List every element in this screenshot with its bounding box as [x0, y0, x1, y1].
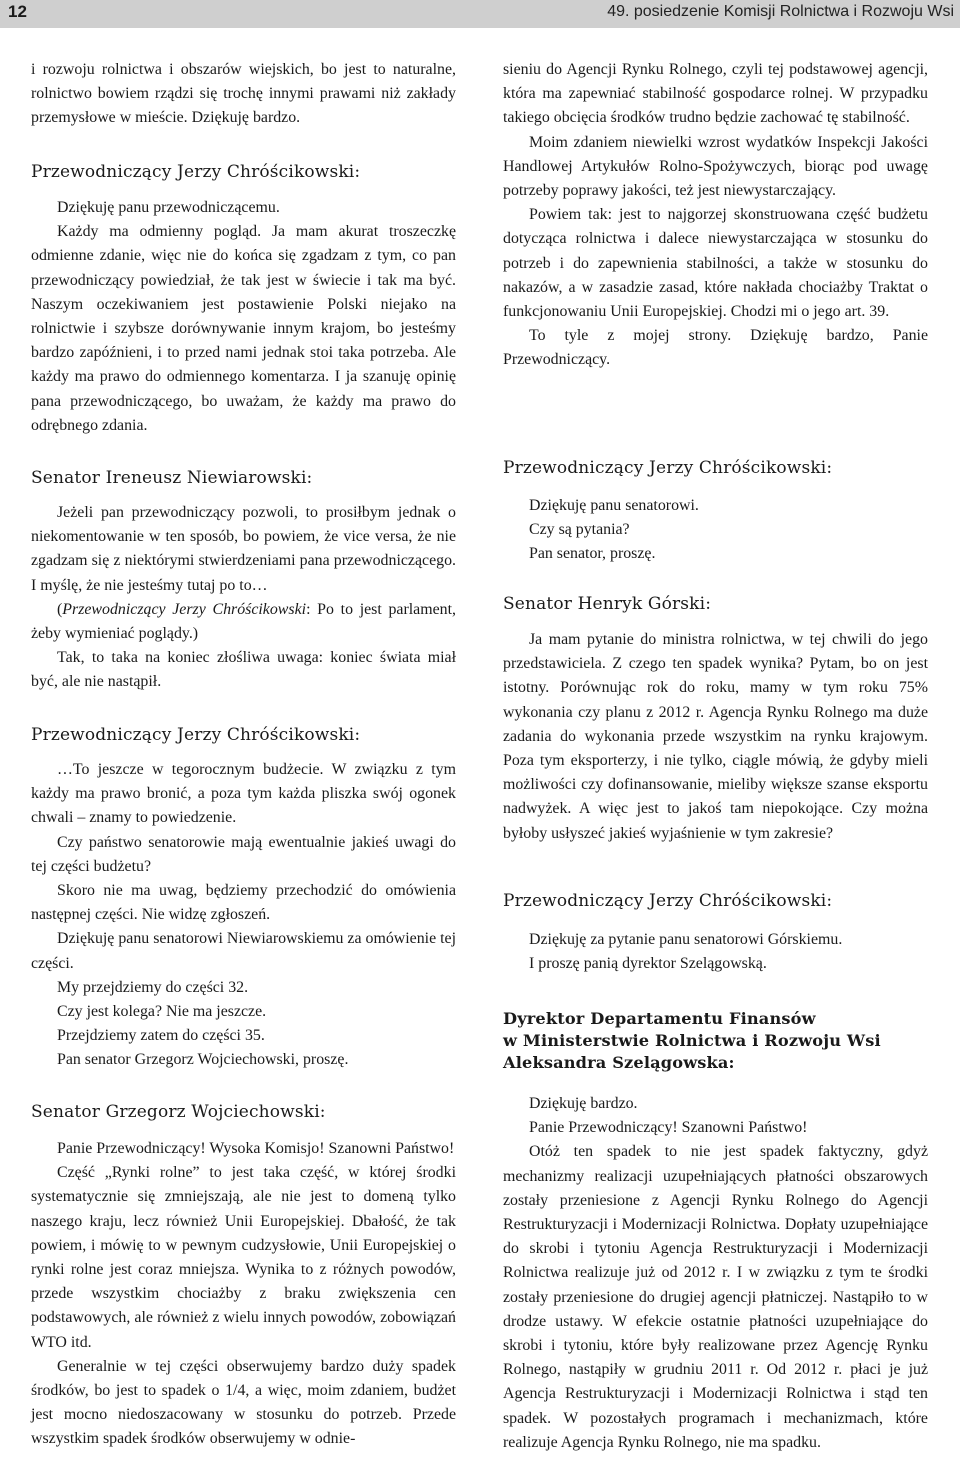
paragraph: Ja mam pytanie do ministra rolnictwa, w tej chwili do jego przedstawiciela. Z czego ten spadek wynika? Pytam, bo on jest istotny. Porównując rok do roku, mamy w tym roku 75% wykonania czy planu z 2012 r. Agencja Rynku Rolnego ma duże zadania do wykonania przede wszystkim na rynku krajowym. Poza tym eksporterzy, i nie tylko, ciągle mówią, że gdyby mieli możliwości czy dofinansowanie, mieliby większe szanse eksportu nadwyżek. A więc jest to jakoś tam niepokojące. Czy można byłoby usłyszeć jakieś wyjaśnienie w tym zakresie? — [503, 631, 928, 842]
paragraph: Skoro nie ma uwag, będziemy przechodzić do omówienia następnej części. Nie widzę zgłoszeń. — [31, 882, 456, 924]
paragraph: My przejdziemy do części 32. — [57, 978, 249, 996]
paragraph: Powiem tak: jest to najgorzej skonstruowana część budżetu dotycząca rolnictwa i dalece niewystarczająca w stosunku do potrzeb i do zapewnienia stabilności, a także w stosunku do nakazów, a w zasadzie zasad, które nakłada chociażby Traktat o funkcjonowaniu Unii Europejskiej. Chodzi mi o jego art. 39. — [503, 206, 928, 321]
speech-block — [31, 196, 456, 438]
speech-block — [503, 928, 928, 976]
paragraph: sieniu do Agencji Rynku Rolnego, czyli tej podstawowej agencji, która ma zapewniać stabilność gospodarce rolnej. W przypadku takiego obcięcia środków trudno będzie zachować tę stabilność. — [503, 61, 928, 127]
speaker-heading: Senator Ireneusz Niewiarowski: — [31, 468, 313, 488]
speaker-heading: Przewodniczący Jerzy Chróścikowski: — [503, 891, 833, 911]
paragraph: Generalnie w tej części obserwujemy bardzo duży spadek środków, bo jest to spadek o 1/4, a więc, moim zdaniem, budżet jest mocno niedoszacowany w stosunku do potrzeb. Przede wszystkim spadek środków obserwujemy w odnie- — [31, 1357, 456, 1448]
page-header — [0, 0, 960, 28]
speech-block — [503, 628, 928, 846]
running-title: 49. posiedzenie Komisji Rolnictwa i Rozwoju Wsi — [607, 3, 954, 20]
left-intro — [31, 58, 456, 131]
paragraph: i rozwoju rolnictwa i obszarów wiejskich, bo jest to naturalne, rolnictwo bowiem rządzi się trochę innymi prawami niż zakłady przemysłowe w mieście. Dziękuję bardzo. — [31, 61, 456, 127]
page-number: 12 — [8, 2, 27, 21]
speaker-heading: Przewodniczący Jerzy Chróścikowski: — [503, 458, 833, 478]
paragraph: Czy państwo senatorowie mają ewentualnie jakieś uwagi do tej części budżetu? — [31, 833, 456, 875]
paragraph: Dziękuję panu senatorowi Niewiarowskiemu za omówienie tej części. — [31, 930, 456, 972]
paragraph: To tyle z mojej strony. Dziękuję bardzo, Panie Przewodniczący. — [503, 327, 928, 369]
speaker-line: Dyrektor Departamentu Finansów — [503, 1009, 816, 1028]
speaker-heading: Senator Grzegorz Wojciechowski: — [31, 1102, 326, 1122]
paragraph: Każdy ma odmienny pogląd. Ja mam akurat troszeczkę odmienne zdanie, więc nie do końca się zgadzam z tym, co pan przewodniczący powiedział, że tak jest w świecie i tak ma być. Naszym oczekiwaniem jest postawienie Polski niejako na rolnictwie i szybsze dorównywanie innym krajom, bo jesteśmy bardzo zapóźnieni, i to przed nami jednak stoi taka potrzeba. Ale każdy ma prawo do odmiennego komentarza. I ja szanuję opinię pana przewodniczącego, bo uważam, że każdy ma prawo do odrębnego zdania. — [31, 223, 456, 434]
paragraph: Tak, to taka na koniec złośliwa uwaga: koniec świata miał być, ale nie nastąpił. — [31, 649, 456, 691]
paragraph: Moim zdaniem niewielki wzrost wydatków Inspekcji Jakości Handlowej Artykułów Rolno-Spożywczych, biorąc pod uwagę potrzeby poprawy jakości, też jest niewystarczający. — [503, 133, 928, 200]
paragraph: I proszę panią dyrektor Szelągowską. — [529, 955, 767, 973]
speaker-line: Aleksandra Szelągowska: — [503, 1053, 735, 1072]
paragraph: Panie Przewodniczący! Wysoka Komisjo! Szanowni Państwo! — [57, 1140, 455, 1157]
speaker-heading: Przewodniczący Jerzy Chróścikowski: — [31, 162, 361, 182]
paragraph: Jeżeli pan przewodniczący pozwoli, to prosiłbym jednak o niekomentowanie w ten sposób, bo powiem, że vice versa, że nie zgadzam się z niektórymi stwierdzeniami pana przewodniczącego. I myślę, że nie jesteśmy tutaj po to… — [31, 504, 456, 594]
speech-block — [31, 501, 456, 695]
paragraph: Dziękuję panu przewodniczącemu. — [57, 199, 280, 216]
paragraph: Czy są pytania? — [529, 521, 630, 539]
paragraph: …To jeszcze w tegorocznym budżecie. W związku z tym każdy ma prawo bronić, a poza tym każda pliszka swój ogonek chwali – znamy to powiedzenie. — [31, 761, 456, 827]
paragraph: Część „Rynki rolne” to jest taka część, w której środki systematycznie się zmniejszają, ale nie jest to domeną tylko naszego kraju, lecz również Unii Europejskiej. Dbałość, że tak powiem, i mówię to w pewnym cudzysłowie, Unii Europejskiej o rynki rolne jest coraz mniejsza. Wynika to z różnych powodów, przede wszystkim chociażby z braku zwiększenia cen podstawowych, ale również z wielu innych powodów, zobowiązań WTO itd. — [31, 1164, 456, 1351]
paragraph: Czy jest kolega? Nie ma jeszcze. — [57, 1003, 267, 1021]
interjection: (Przewodniczący Jerzy Chróścikowski: Po to jest parlament, żeby wymieniać poglądy.) — [31, 600, 456, 643]
right-intro — [503, 58, 928, 373]
speech-block — [503, 1092, 928, 1455]
paragraph: Dziękuję panu senatorowi. — [529, 497, 699, 514]
speaker-line: w Ministerstwie Rolnictwa i Rozwoju Wsi — [503, 1031, 881, 1050]
speech-block — [503, 494, 928, 567]
paragraph: Dziękuję bardzo. — [529, 1095, 638, 1112]
paragraph: Pan senator Grzegorz Wojciechowski, proszę. — [57, 1051, 349, 1069]
paragraph: Otóż ten spadek to nie jest spadek faktyczny, gdyż mechanizmy realizacji uzupełniających płatności obszarowych zostały przeniesione z Agencji Rynku Rolnego do Agencji Restrukturyzacji i Modernizacji Rolnictwa. Dopłaty uzupełniające do skrobi i tytoniu Agencja Restrukturyzacji i Modernizacji Rolnictwa realizuje już od 2012 r. I w związku z tym te środki zostały przeniesione do drugiej agencji płatniczej. Nastąpiło to w drodze ustawy. W efekcie ostatnie płatności uzupełniające do skrobi i tytoniu, które były realizowane przez Agencję Rynku Rolnego, nastąpiły w grudniu 2011 r. Od 2012 r. płaci je już Agencja Restrukturyzacji i Modernizacji Rolnictwa i stąd ten spadek. W pozostałych programach i mechanizmach, które realizuje Agencja Rynku Rolnego, nie ma spadku. — [503, 1143, 928, 1451]
paragraph: Dziękuję za pytanie panu senatorowi Górskiemu. — [529, 931, 843, 948]
speech-block — [31, 1137, 456, 1452]
speech-block — [31, 758, 456, 1073]
speaker-heading: Przewodniczący Jerzy Chróścikowski: — [31, 725, 361, 745]
paragraph: Przejdziemy zatem do części 35. — [57, 1027, 265, 1045]
speaker-heading: Senator Henryk Górski: — [503, 594, 712, 614]
speaker-heading-director — [503, 1008, 928, 1074]
paragraph: Pan senator, proszę. — [529, 545, 656, 563]
paragraph: Panie Przewodniczący! Szanowni Państwo! — [529, 1119, 808, 1137]
interjection-speaker: Przewodniczący Jerzy Chróścikowski — [62, 600, 307, 618]
